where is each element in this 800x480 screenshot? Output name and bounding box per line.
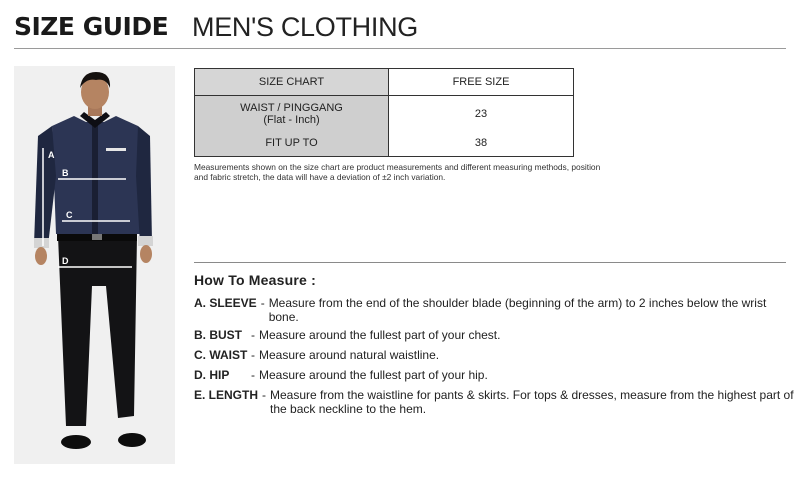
dash-separator: -	[251, 348, 255, 362]
table-header-free-size: FREE SIZE	[389, 69, 574, 96]
list-item	[194, 296, 794, 326]
size-chart-table	[194, 68, 574, 157]
waist-label-line1: WAIST / PINGGANG	[240, 102, 343, 114]
dash-separator: -	[251, 368, 255, 382]
table-row	[195, 96, 574, 131]
table-row	[195, 130, 574, 157]
marker-d: D	[62, 256, 69, 266]
page-subtitle: MEN'S CLOTHING	[192, 12, 418, 42]
table-row-value-fit: 38	[389, 130, 574, 157]
left-hand	[35, 247, 47, 265]
dash-separator: -	[251, 328, 255, 342]
measure-label-hip: D. HIP	[194, 368, 230, 382]
list-item	[194, 388, 794, 418]
measure-text-hip: Measure around the fullest part of your hip.	[259, 368, 488, 382]
table-row-value-waist: 23	[389, 96, 574, 131]
table-header-size-chart: SIZE CHART	[195, 69, 389, 96]
measure-text-bust: Measure around the fullest part of your chest.	[259, 328, 501, 342]
measure-text-sleeve: Measure from the end of the shoulder blade (beginning of the arm) to 2 inches below the wrist bone.	[268, 296, 767, 324]
list-item	[194, 348, 794, 368]
measure-text-waist: Measure around natural waistline.	[259, 348, 440, 362]
model-photo	[14, 66, 175, 464]
right-cuff	[138, 236, 153, 246]
dash-separator: -	[260, 296, 265, 310]
right-shoe	[118, 433, 146, 447]
marker-b: B	[62, 168, 69, 178]
shirt-pocket	[106, 148, 126, 151]
table-header-row	[195, 69, 574, 96]
measure-text-length: Measure from the waistline for pants & skirts. For tops & dresses, measure from the highest part of the back neckline to the hem.	[270, 388, 794, 416]
how-to-measure-list	[194, 296, 794, 418]
measurement-disclaimer: Measurements shown on the size chart are product measurements and different measuring methods, position and fabric stretch, the data will have a deviation of ±2 inch variation.	[194, 162, 601, 182]
measure-label-bust: B. BUST	[194, 328, 242, 342]
pants	[58, 236, 137, 426]
table-row-label-fit: FIT UP TO	[195, 130, 389, 157]
measure-label-length: E. LENGTH	[194, 388, 259, 402]
page-title: SIZE GUIDE	[14, 12, 169, 41]
marker-a: A	[48, 150, 55, 160]
dash-separator: -	[262, 388, 267, 402]
marker-c: C	[66, 210, 73, 220]
left-cuff	[34, 238, 49, 248]
header-divider	[14, 48, 786, 49]
measure-label-waist: C. WAIST	[194, 348, 248, 362]
list-item	[194, 368, 794, 388]
how-to-measure-title: How To Measure :	[194, 272, 316, 288]
table-row-label-waist	[195, 96, 389, 131]
model-illustration	[14, 66, 175, 464]
waist-label-line2: (Flat - Inch)	[263, 114, 320, 126]
section-divider	[194, 262, 786, 263]
right-hand	[140, 245, 152, 263]
left-shoe	[61, 435, 91, 449]
list-item	[194, 328, 794, 348]
left-sleeve	[34, 126, 56, 246]
measure-label-sleeve: A. SLEEVE	[194, 296, 257, 310]
